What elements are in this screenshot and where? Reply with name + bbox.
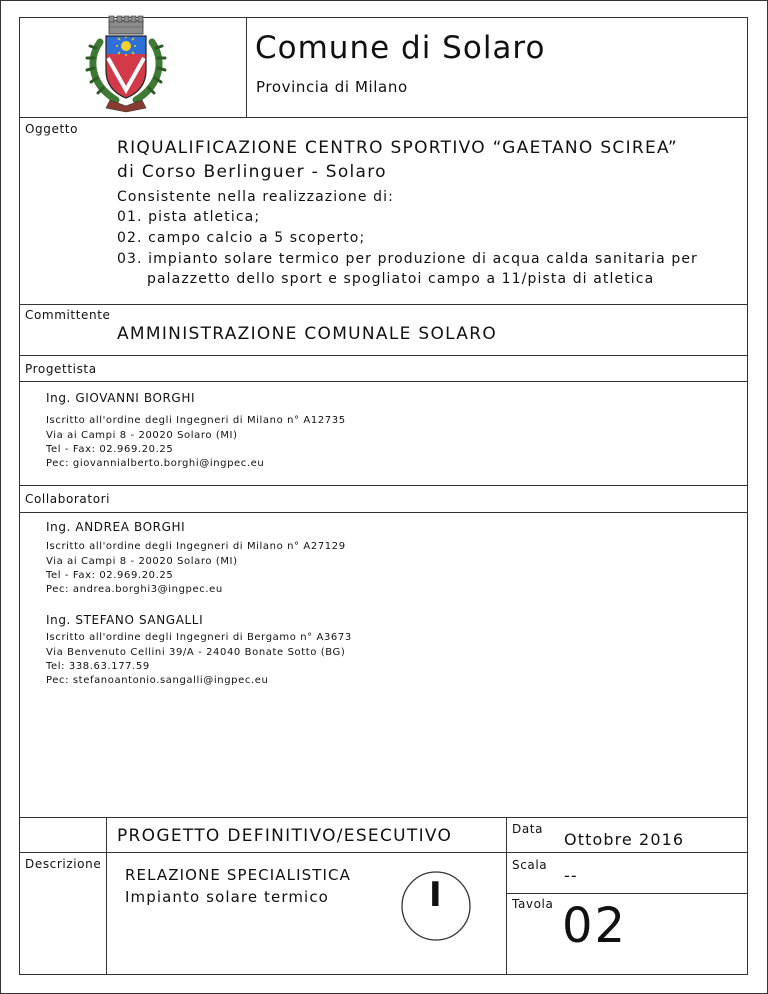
committente-bottom-rule [19, 355, 748, 356]
descrizione-subtitle: Impianto solare termico [125, 888, 329, 906]
progetto-title: PROGETTO DEFINITIVO/ESECUTIVO [117, 826, 453, 846]
oggetto-item-3-continued: palazzetto dello sport e spogliatoi campo a 11/pista di atletica [147, 271, 655, 287]
oggetto-title-line1: RIQUALIFICAZIONE CENTRO SPORTIVO “GAETANO SCIREA” [117, 138, 678, 158]
progettista-bottom-rule [19, 485, 748, 486]
tavola-value: 02 [562, 898, 628, 954]
collaboratore-1-line-2: Via ai Campi 8 - 20020 Solaro (MI) [46, 556, 238, 567]
progettista-line-4: Pec: giovannialberto.borghi@ingpec.eu [46, 458, 265, 469]
collaboratore-2-line-2: Via Benvenuto Cellini 39/A - 24040 Bonate Sotto (BG) [46, 647, 346, 658]
oggetto-item-3: 03. impianto solare termico per produzione di acqua calda sanitaria per [117, 251, 698, 267]
tavola-label: Tavola [512, 897, 554, 911]
oggetto-bottom-rule [19, 304, 748, 305]
footer-top-rule [19, 817, 748, 818]
footer-mid-rule-left [19, 852, 506, 853]
oggetto-item-2: 02. campo calcio a 5 scoperto; [117, 230, 366, 246]
committente-value: AMMINISTRAZIONE COMUNALE SOLARO [117, 324, 498, 344]
committente-label: Committente [25, 308, 111, 322]
progettista-name: Ing. GIOVANNI BORGHI [46, 391, 196, 405]
comune-title: Comune di Solaro [255, 30, 546, 66]
scala-label: Scala [512, 858, 548, 872]
oggetto-intro: Consistente nella realizzazione di: [117, 189, 394, 205]
footer-scala-rule [506, 893, 748, 894]
provincia-text: Provincia di Milano [256, 78, 408, 96]
collaboratore-2-line-4: Pec: stefanoantonio.sangalli@ingpec.eu [46, 675, 269, 686]
collaboratore-1-line-4: Pec: andrea.borghi3@ingpec.eu [46, 584, 223, 595]
footer-left-divider [106, 817, 107, 975]
progettista-label: Progettista [25, 362, 97, 376]
progettista-line-2: Via ai Campi 8 - 20020 Solaro (MI) [46, 430, 238, 441]
progettista-header-rule [19, 381, 748, 382]
collaboratore-2-name: Ing. STEFANO SANGALLI [46, 613, 204, 627]
collaboratore-1-line-1: Iscritto all'ordine degli Ingegneri di Milano n° A27129 [46, 541, 346, 552]
coat-of-arms-logo [82, 14, 170, 114]
collaboratore-2-line-1: Iscritto all'ordine degli Ingegneri di Bergamo n° A3673 [46, 632, 352, 643]
descrizione-label: Descrizione [25, 857, 102, 871]
collaboratori-label: Collaboratori [25, 492, 111, 506]
oggetto-label: Oggetto [25, 122, 79, 136]
footer-right-divider [506, 817, 507, 975]
oggetto-title-line2: di Corso Berlinguer - Solaro [117, 162, 387, 182]
progettista-line-1: Iscritto all'ordine degli Ingegneri di Milano n° A12735 [46, 415, 346, 426]
collaboratore-2-line-3: Tel: 338.63.177.59 [46, 661, 150, 672]
scala-value: -- [564, 866, 578, 885]
collaboratore-1-name: Ing. ANDREA BORGHI [46, 520, 186, 534]
header-bottom-rule [19, 117, 748, 118]
header-divider [246, 17, 247, 117]
data-value: Ottobre 2016 [564, 830, 685, 849]
collaboratore-1-line-3: Tel - Fax: 02.969.20.25 [46, 570, 174, 581]
data-label: Data [512, 822, 544, 836]
descrizione-title: RELAZIONE SPECIALISTICA [125, 866, 351, 884]
circle-stamp-text: I [429, 875, 442, 915]
collaboratori-header-rule [19, 512, 748, 513]
footer-mid-rule-right [506, 852, 748, 853]
progettista-line-3: Tel - Fax: 02.969.20.25 [46, 444, 174, 455]
oggetto-item-1: 01. pista atletica; [117, 209, 261, 225]
